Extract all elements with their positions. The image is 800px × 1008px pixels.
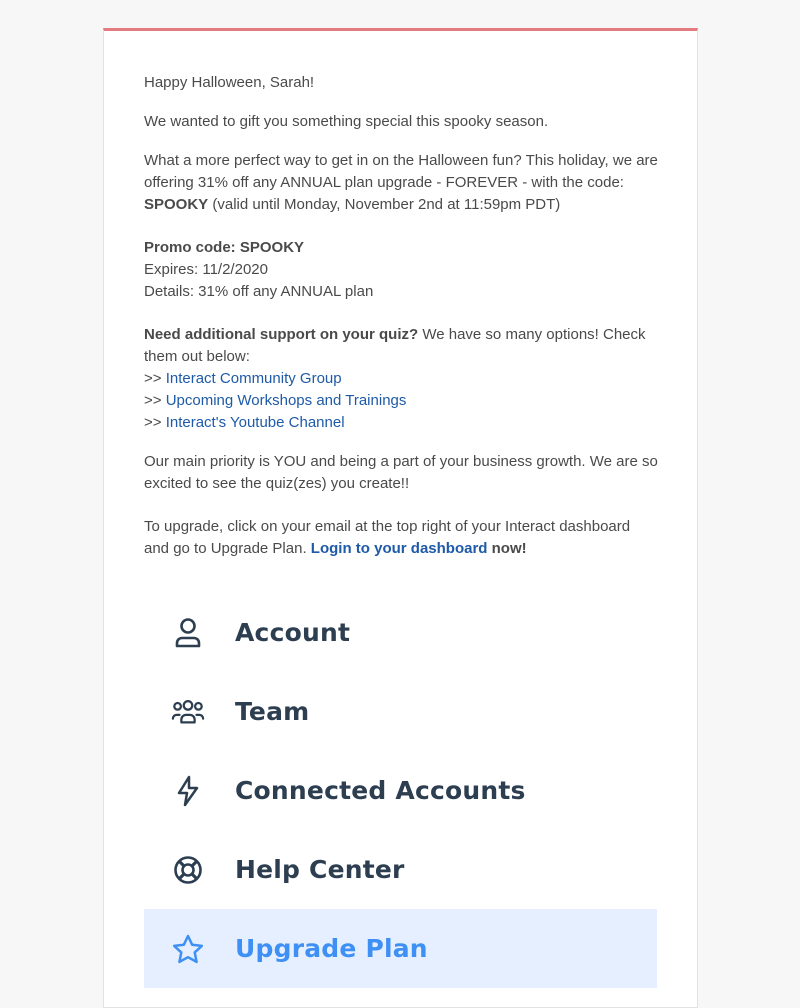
promo-details: Details: 31% off any ANNUAL plan (144, 283, 374, 300)
menu-label: Upgrade Plan (235, 933, 428, 963)
upgrade-suffix: now! (491, 540, 527, 557)
lifebuoy-icon (171, 853, 205, 887)
menu-label: Account (235, 617, 351, 647)
account-menu-image (144, 593, 657, 988)
lightning-icon (171, 774, 205, 808)
menu-item-team (144, 672, 657, 751)
youtube-channel-link[interactable]: Interact's Youtube Channel (165, 414, 345, 431)
user-icon (171, 616, 205, 650)
support-heading: Need additional support on your quiz? (144, 326, 419, 343)
community-group-link[interactable]: Interact Community Group (165, 370, 342, 387)
link-prefix: >> (144, 414, 162, 431)
offer-code: SPOOKY (144, 196, 209, 213)
star-icon (171, 932, 205, 966)
support-block (144, 324, 659, 434)
priority-text: Our main priority is YOU and being a part of your business growth. We are so excited to see the quiz(zes) you create!! (144, 453, 658, 492)
team-icon (171, 695, 205, 729)
greeting: Happy Halloween, Sarah! (144, 74, 315, 91)
promo-expires: Expires: 11/2/2020 (144, 261, 268, 278)
link-row (144, 390, 659, 412)
menu-item-connected-accounts (144, 751, 657, 830)
link-prefix: >> (144, 392, 162, 409)
offer-validity: (valid until Monday, November 2nd at 11:59pm PDT) (212, 196, 561, 213)
promo-label: Promo code: SPOOKY (144, 239, 305, 256)
promo-block (144, 237, 659, 303)
upgrade-text: To upgrade, click on your email at the top right of your Interact dashboard and go to Upgrade Plan. (144, 518, 631, 557)
offer-paragraph (144, 150, 659, 216)
intro-text: We wanted to gift you something special this spooky season. (144, 113, 549, 130)
email-body (144, 72, 659, 560)
workshops-link[interactable]: Upcoming Workshops and Trainings (165, 392, 407, 409)
upgrade-paragraph (144, 516, 659, 560)
menu-label: Connected Accounts (235, 775, 526, 805)
support-text: We have so many options! Check them out below: (144, 326, 646, 365)
link-row (144, 412, 659, 434)
menu-item-account (144, 593, 657, 672)
email-card (103, 28, 698, 1008)
menu-item-upgrade-plan (144, 909, 657, 988)
menu-label: Team (235, 696, 310, 726)
menu-label: Help Center (235, 854, 405, 884)
link-row (144, 368, 659, 390)
login-dashboard-link[interactable]: Login to your dashboard (310, 540, 488, 557)
link-prefix: >> (144, 370, 162, 387)
offer-text: What a more perfect way to get in on the Halloween fun? This holiday, we are offering 31% off any ANNUAL plan upgrade - FOREVER - with the code: (144, 152, 658, 191)
menu-item-help-center (144, 830, 657, 909)
